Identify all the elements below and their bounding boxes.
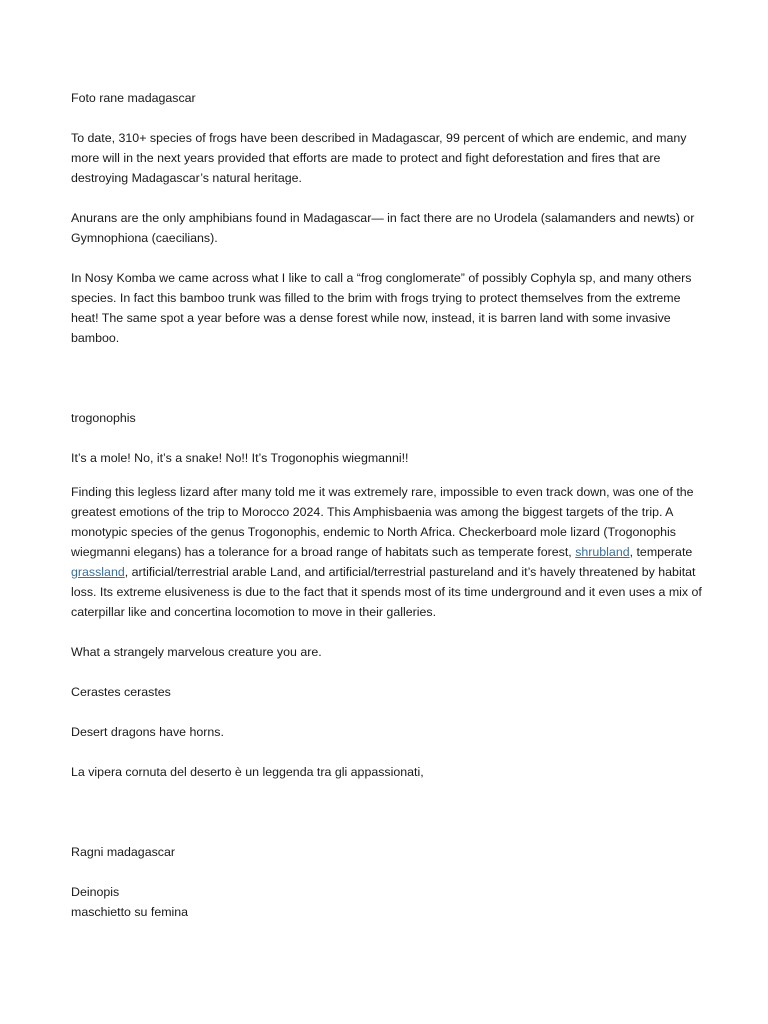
lizard-text-mid: , temperate	[629, 545, 693, 559]
line-maschietto: maschietto su femina	[71, 905, 189, 919]
paragraph-vipera-cornuta: La vipera cornuta del deserto è un leggenda tra gli appassionati,	[71, 765, 424, 779]
paragraph-legless-lizard	[71, 482, 703, 622]
heading-ragni-madagascar: Ragni madagascar	[71, 845, 176, 859]
heading-foto-rane: Foto rane madagascar	[71, 91, 196, 105]
heading-trogonophis: trogonophis	[71, 411, 136, 425]
lizard-text-after: , artificial/terrestrial arable Land, and artificial/terrestrial pastureland and it’s havely threatened by habitat loss. Its extreme elusiveness is due to the fact that it spends most of its time underground and it even uses a mix of caterpillar like and concertina locomotion to move in their galleries.	[71, 565, 702, 619]
paragraph-mole-snake: It’s a mole! No, it’s a snake! No!! It’s Trogonophis wiegmanni!!	[71, 451, 409, 465]
paragraph-anurans: Anurans are the only amphibians found in Madagascar— in fact there are no Urodela (salamanders and newts) or Gymnophiona (caecilians).	[71, 211, 695, 245]
shrubland-link[interactable]: shrubland	[575, 545, 630, 559]
paragraph-desert-dragons: Desert dragons have horns.	[71, 725, 224, 739]
line-deinopis: Deinopis	[71, 885, 120, 899]
paragraph-marvelous-creature: What a strangely marvelous creature you are.	[71, 645, 322, 659]
grassland-link[interactable]: grassland	[71, 565, 125, 579]
lizard-text-before: Finding this legless lizard after many told me it was extremely rare, impossible to even track down, was one of the greatest emotions of the trip to Morocco 2024. This Amphisbaenia was among the biggest targets of the trip. A monotypic species of the genus Trogonophis, endemic to North Africa. Checkerboard mole lizard (Trogonophis wiegmanni elegans) has a tolerance for a broad range of habitats such as temperate forest,	[71, 485, 694, 559]
paragraph-frogs-species: To date, 310+ species of frogs have been described in Madagascar, 99 percent of which are endemic, and many more will in the next years provided that efforts are made to protect and fight deforestation and fires that are destroying Madagascar’s natural heritage.	[71, 131, 687, 185]
document-body	[71, 88, 703, 922]
paragraph-nosy-komba: In Nosy Komba we came across what I like to call a “frog conglomerate” of possibly Cophyla sp, and many others species. In fact this bamboo trunk was filled to the brim with frogs trying to protect themselves from the extreme heat! The same spot a year before was a dense forest while now, instead, it is barren land with some invasive bamboo.	[71, 271, 692, 345]
heading-cerastes: Cerastes cerastes	[71, 685, 171, 699]
